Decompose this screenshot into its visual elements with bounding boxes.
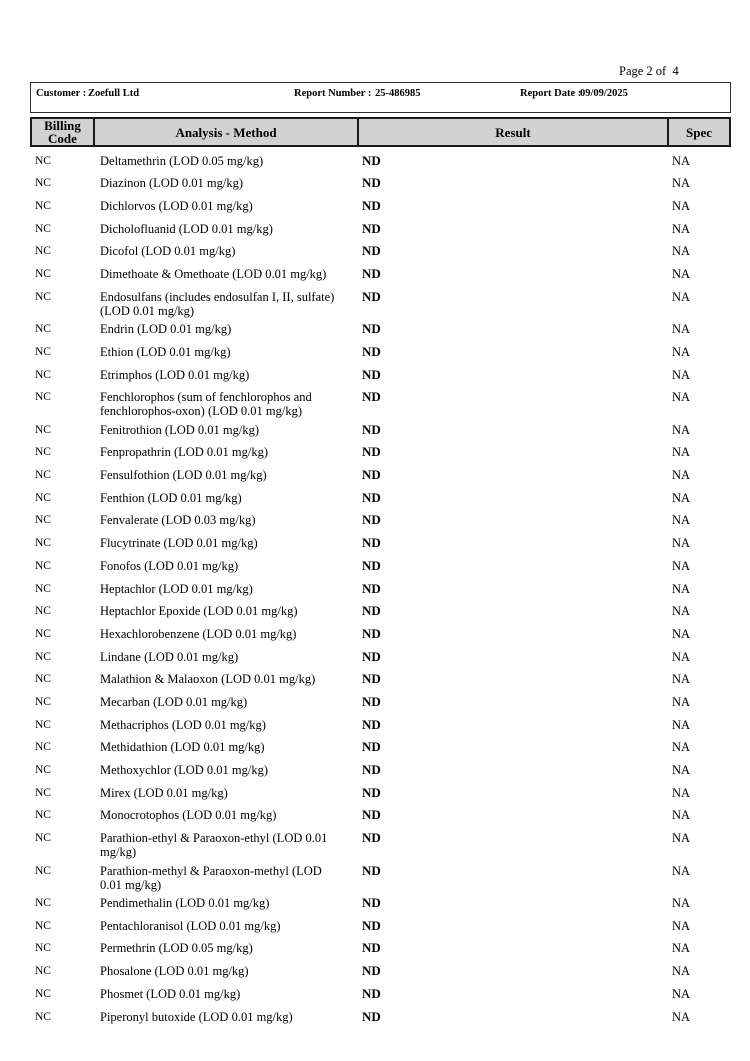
- cell-analysis: Endrin (LOD 0.01 mg/kg): [100, 322, 232, 337]
- cell-spec: NA: [672, 244, 691, 259]
- table-row: [30, 937, 731, 960]
- cell-billing-code: NC: [35, 627, 51, 640]
- cell-analysis: Methacriphos (LOD 0.01 mg/kg): [100, 717, 266, 732]
- cell-result: ND: [362, 940, 381, 956]
- cell-billing-code: NC: [35, 832, 51, 845]
- table-row: [30, 804, 731, 827]
- cell-billing-code: NC: [35, 345, 51, 358]
- cell-spec: NA: [672, 581, 691, 596]
- cell-spec: NA: [672, 344, 691, 359]
- cell-analysis: Phosalone (LOD 0.01 mg/kg): [100, 964, 249, 979]
- table-row: [30, 386, 731, 419]
- column-header-billing-code: Billing Code: [44, 118, 81, 146]
- table-row: [30, 194, 731, 217]
- cell-result: ND: [362, 963, 381, 979]
- cell-analysis: Etrimphos (LOD 0.01 mg/kg): [100, 367, 250, 382]
- report-header-box: [30, 82, 731, 113]
- cell-analysis: Fenvalerate (LOD 0.03 mg/kg): [100, 513, 256, 528]
- cell-billing-code: NC: [35, 809, 51, 822]
- cell-spec: NA: [672, 266, 691, 281]
- customer-value: Zoefull Ltd: [88, 88, 140, 99]
- cell-result: ND: [362, 580, 381, 596]
- cell-result: ND: [362, 321, 381, 337]
- cell-spec: NA: [672, 513, 691, 528]
- table-row: [30, 318, 731, 341]
- cell-analysis: Permethrin (LOD 0.05 mg/kg): [100, 941, 253, 956]
- cell-result: ND: [362, 366, 381, 382]
- table-row: [30, 363, 731, 386]
- cell-analysis: Dicholofluanid (LOD 0.01 mg/kg): [100, 221, 273, 236]
- cell-spec: NA: [672, 986, 691, 1001]
- cell-result: ND: [362, 784, 381, 800]
- cell-result: ND: [362, 830, 381, 846]
- cell-analysis: Phosmet (LOD 0.01 mg/kg): [100, 986, 241, 1001]
- cell-analysis: Hexachlorobenzene (LOD 0.01 mg/kg): [100, 626, 297, 641]
- cell-billing-code: NC: [35, 423, 51, 436]
- table-row: [30, 285, 731, 318]
- cell-analysis: Diazinon (LOD 0.01 mg/kg): [100, 176, 244, 191]
- cell-spec: NA: [672, 941, 691, 956]
- cell-billing-code: NC: [35, 391, 51, 404]
- cell-result: ND: [362, 220, 381, 236]
- table-row: [30, 217, 731, 240]
- table-row: [30, 781, 731, 804]
- column-header-result: Result: [357, 119, 667, 145]
- cell-spec: NA: [672, 785, 691, 800]
- cell-billing-code: NC: [35, 582, 51, 595]
- cell-spec: NA: [672, 1009, 691, 1024]
- cell-result: ND: [362, 288, 381, 304]
- cell-spec: NA: [672, 153, 691, 168]
- cell-billing-code: NC: [35, 491, 51, 504]
- cell-billing-code: NC: [35, 605, 51, 618]
- customer-label: Customer :: [36, 88, 87, 99]
- table-row: [30, 149, 731, 172]
- table-row: [30, 418, 731, 441]
- cell-result: ND: [362, 762, 381, 777]
- cell-spec: NA: [672, 322, 691, 337]
- cell-spec: NA: [672, 740, 691, 755]
- cell-analysis: Fenthion (LOD 0.01 mg/kg): [100, 490, 242, 505]
- report-number-value: 25-486985: [375, 88, 421, 99]
- cell-spec: NA: [672, 445, 691, 460]
- cell-spec: NA: [672, 289, 691, 304]
- cell-billing-code: NC: [35, 199, 51, 212]
- table-row: [30, 668, 731, 691]
- cell-billing-code: NC: [35, 919, 51, 932]
- cell-analysis: Fenpropathrin (LOD 0.01 mg/kg): [100, 445, 269, 460]
- cell-result: ND: [362, 1008, 381, 1024]
- cell-analysis: Lindane (LOD 0.01 mg/kg): [100, 649, 239, 664]
- cell-billing-code: NC: [35, 222, 51, 235]
- cell-result: ND: [362, 807, 381, 823]
- cell-spec: NA: [672, 863, 691, 878]
- cell-billing-code: NC: [35, 323, 51, 336]
- cell-spec: NA: [672, 176, 691, 191]
- table-row: [30, 982, 731, 1005]
- table-row: [30, 441, 731, 464]
- cell-analysis: Ethion (LOD 0.01 mg/kg): [100, 344, 231, 359]
- cell-result: ND: [362, 603, 381, 619]
- cell-billing-code: NC: [35, 245, 51, 258]
- cell-result: ND: [362, 535, 381, 551]
- cell-billing-code: NC: [35, 695, 51, 708]
- cell-spec: NA: [672, 717, 691, 732]
- cell-billing-code: NC: [35, 267, 51, 280]
- cell-billing-code: NC: [35, 718, 51, 731]
- cell-result: ND: [362, 175, 381, 191]
- cell-billing-code: NC: [35, 897, 51, 910]
- cell-analysis: Flucytrinate (LOD 0.01 mg/kg): [100, 536, 258, 551]
- cell-spec: NA: [672, 390, 691, 405]
- cell-billing-code: NC: [35, 987, 51, 1000]
- cell-spec: NA: [672, 808, 691, 823]
- cell-analysis: Piperonyl butoxide (LOD 0.01 mg/kg): [100, 1009, 293, 1024]
- table-row: [30, 622, 731, 645]
- cell-result: ND: [362, 152, 381, 168]
- table-row: [30, 759, 731, 782]
- cell-analysis: Mecarban (LOD 0.01 mg/kg): [100, 694, 248, 709]
- cell-analysis: Heptachlor (LOD 0.01 mg/kg): [100, 581, 253, 596]
- cell-billing-code: NC: [35, 559, 51, 572]
- cell-billing-code: NC: [35, 177, 51, 190]
- cell-result: ND: [362, 693, 381, 709]
- table-row: [30, 172, 731, 195]
- cell-billing-code: NC: [35, 537, 51, 550]
- table-row: [30, 960, 731, 983]
- cell-billing-code: NC: [35, 290, 51, 303]
- table-row: [30, 645, 731, 668]
- cell-spec: NA: [672, 649, 691, 664]
- report-date-label: Report Date :: [520, 88, 582, 99]
- report-date-value: 09/09/2025: [580, 88, 628, 99]
- table-row: [30, 859, 731, 892]
- cell-analysis: Parathion-ethyl & Paraoxon-ethyl (LOD 0.01 mg/kg): [100, 831, 328, 860]
- cell-result: ND: [362, 862, 381, 878]
- cell-analysis: Parathion-methyl & Paraoxon-methyl (LOD 0.01 mg/kg): [100, 863, 322, 892]
- cell-analysis: Fonofos (LOD 0.01 mg/kg): [100, 558, 239, 573]
- table-row: [30, 713, 731, 736]
- cell-billing-code: NC: [35, 368, 51, 381]
- cell-result: ND: [362, 265, 381, 281]
- cell-analysis: Dicofol (LOD 0.01 mg/kg): [100, 244, 236, 259]
- table-row: [30, 464, 731, 487]
- cell-result: ND: [362, 444, 381, 460]
- report-number-label: Report Number :: [294, 88, 372, 99]
- cell-result: ND: [362, 197, 381, 213]
- cell-analysis: Endosulfans (includes endosulfan I, II, sulfate) (LOD 0.01 mg/kg): [100, 289, 335, 318]
- cell-billing-code: NC: [35, 786, 51, 799]
- cell-analysis: Methidathion (LOD 0.01 mg/kg): [100, 740, 265, 755]
- cell-spec: NA: [672, 468, 691, 483]
- table-row: [30, 240, 731, 263]
- table-row: [30, 262, 731, 285]
- table-row: [30, 736, 731, 759]
- table-row: [30, 1005, 731, 1028]
- table-row: [30, 827, 731, 860]
- cell-analysis: Fensulfothion (LOD 0.01 mg/kg): [100, 468, 267, 483]
- cell-spec: NA: [672, 763, 691, 777]
- cell-analysis: Malathion & Malaoxon (LOD 0.01 mg/kg): [100, 672, 316, 687]
- cell-spec: NA: [672, 422, 691, 437]
- cell-spec: NA: [672, 490, 691, 505]
- cell-spec: NA: [672, 604, 691, 619]
- cell-analysis: Methoxychlor (LOD 0.01 mg/kg): [100, 763, 269, 777]
- cell-billing-code: NC: [35, 764, 51, 776]
- cell-analysis: Pentachloranisol (LOD 0.01 mg/kg): [100, 918, 281, 933]
- table-row: [30, 892, 731, 915]
- cell-billing-code: NC: [35, 446, 51, 459]
- cell-billing-code: NC: [35, 154, 51, 167]
- cell-result: ND: [362, 557, 381, 573]
- cell-spec: NA: [672, 221, 691, 236]
- cell-analysis: Heptachlor Epoxide (LOD 0.01 mg/kg): [100, 604, 298, 619]
- cell-analysis: Fenitrothion (LOD 0.01 mg/kg): [100, 422, 260, 437]
- cell-spec: NA: [672, 964, 691, 979]
- cell-analysis: Fenchlorophos (sum of fenchlorophos and fenchlorophos-oxon) (LOD 0.01 mg/kg): [100, 390, 312, 419]
- cell-analysis: Monocrotophos (LOD 0.01 mg/kg): [100, 808, 277, 823]
- cell-result: ND: [362, 389, 381, 405]
- column-header-spec: Spec: [667, 119, 729, 145]
- cell-result: ND: [362, 467, 381, 483]
- cell-analysis: Deltamethrin (LOD 0.05 mg/kg): [100, 153, 264, 168]
- cell-billing-code: NC: [35, 965, 51, 978]
- cell-result: ND: [362, 243, 381, 259]
- cell-billing-code: NC: [35, 1010, 51, 1023]
- table-row: [30, 486, 731, 509]
- cell-spec: NA: [672, 536, 691, 551]
- cell-result: ND: [362, 739, 381, 755]
- cell-billing-code: NC: [35, 741, 51, 754]
- cell-billing-code: NC: [35, 864, 51, 877]
- cell-spec: NA: [672, 558, 691, 573]
- cell-analysis: Pendimethalin (LOD 0.01 mg/kg): [100, 896, 270, 911]
- table-row: [30, 340, 731, 363]
- cell-result: ND: [362, 512, 381, 528]
- cell-result: ND: [362, 895, 381, 911]
- table-body: [30, 149, 731, 1028]
- table-row: [30, 577, 731, 600]
- cell-spec: NA: [672, 367, 691, 382]
- cell-result: ND: [362, 671, 381, 687]
- table-header-row: [30, 117, 731, 147]
- table-row: [30, 554, 731, 577]
- cell-spec: NA: [672, 918, 691, 933]
- cell-analysis: Mirex (LOD 0.01 mg/kg): [100, 785, 228, 800]
- cell-billing-code: NC: [35, 514, 51, 527]
- cell-result: ND: [362, 421, 381, 437]
- cell-result: ND: [362, 985, 381, 1001]
- cell-result: ND: [362, 625, 381, 641]
- cell-analysis: Dimethoate & Omethoate (LOD 0.01 mg/kg): [100, 266, 327, 281]
- cell-spec: NA: [672, 672, 691, 687]
- cell-billing-code: NC: [35, 469, 51, 482]
- cell-spec: NA: [672, 896, 691, 911]
- cell-spec: NA: [672, 626, 691, 641]
- table-row: [30, 914, 731, 937]
- cell-result: ND: [362, 917, 381, 933]
- cell-spec: NA: [672, 831, 691, 846]
- table-row: [30, 600, 731, 623]
- table-row: [30, 690, 731, 713]
- cell-billing-code: NC: [35, 650, 51, 663]
- cell-spec: NA: [672, 694, 691, 709]
- cell-spec: NA: [672, 198, 691, 213]
- page-number: Page 2 of 4: [619, 64, 679, 78]
- cell-result: ND: [362, 489, 381, 505]
- cell-billing-code: NC: [35, 942, 51, 955]
- cell-result: ND: [362, 648, 381, 664]
- column-header-analysis-method: Analysis - Method: [93, 119, 357, 145]
- table-row: [30, 532, 731, 555]
- cell-result: ND: [362, 716, 381, 732]
- cell-billing-code: NC: [35, 673, 51, 686]
- cell-analysis: Dichlorvos (LOD 0.01 mg/kg): [100, 198, 253, 213]
- cell-result: ND: [362, 343, 381, 359]
- table-row: [30, 509, 731, 532]
